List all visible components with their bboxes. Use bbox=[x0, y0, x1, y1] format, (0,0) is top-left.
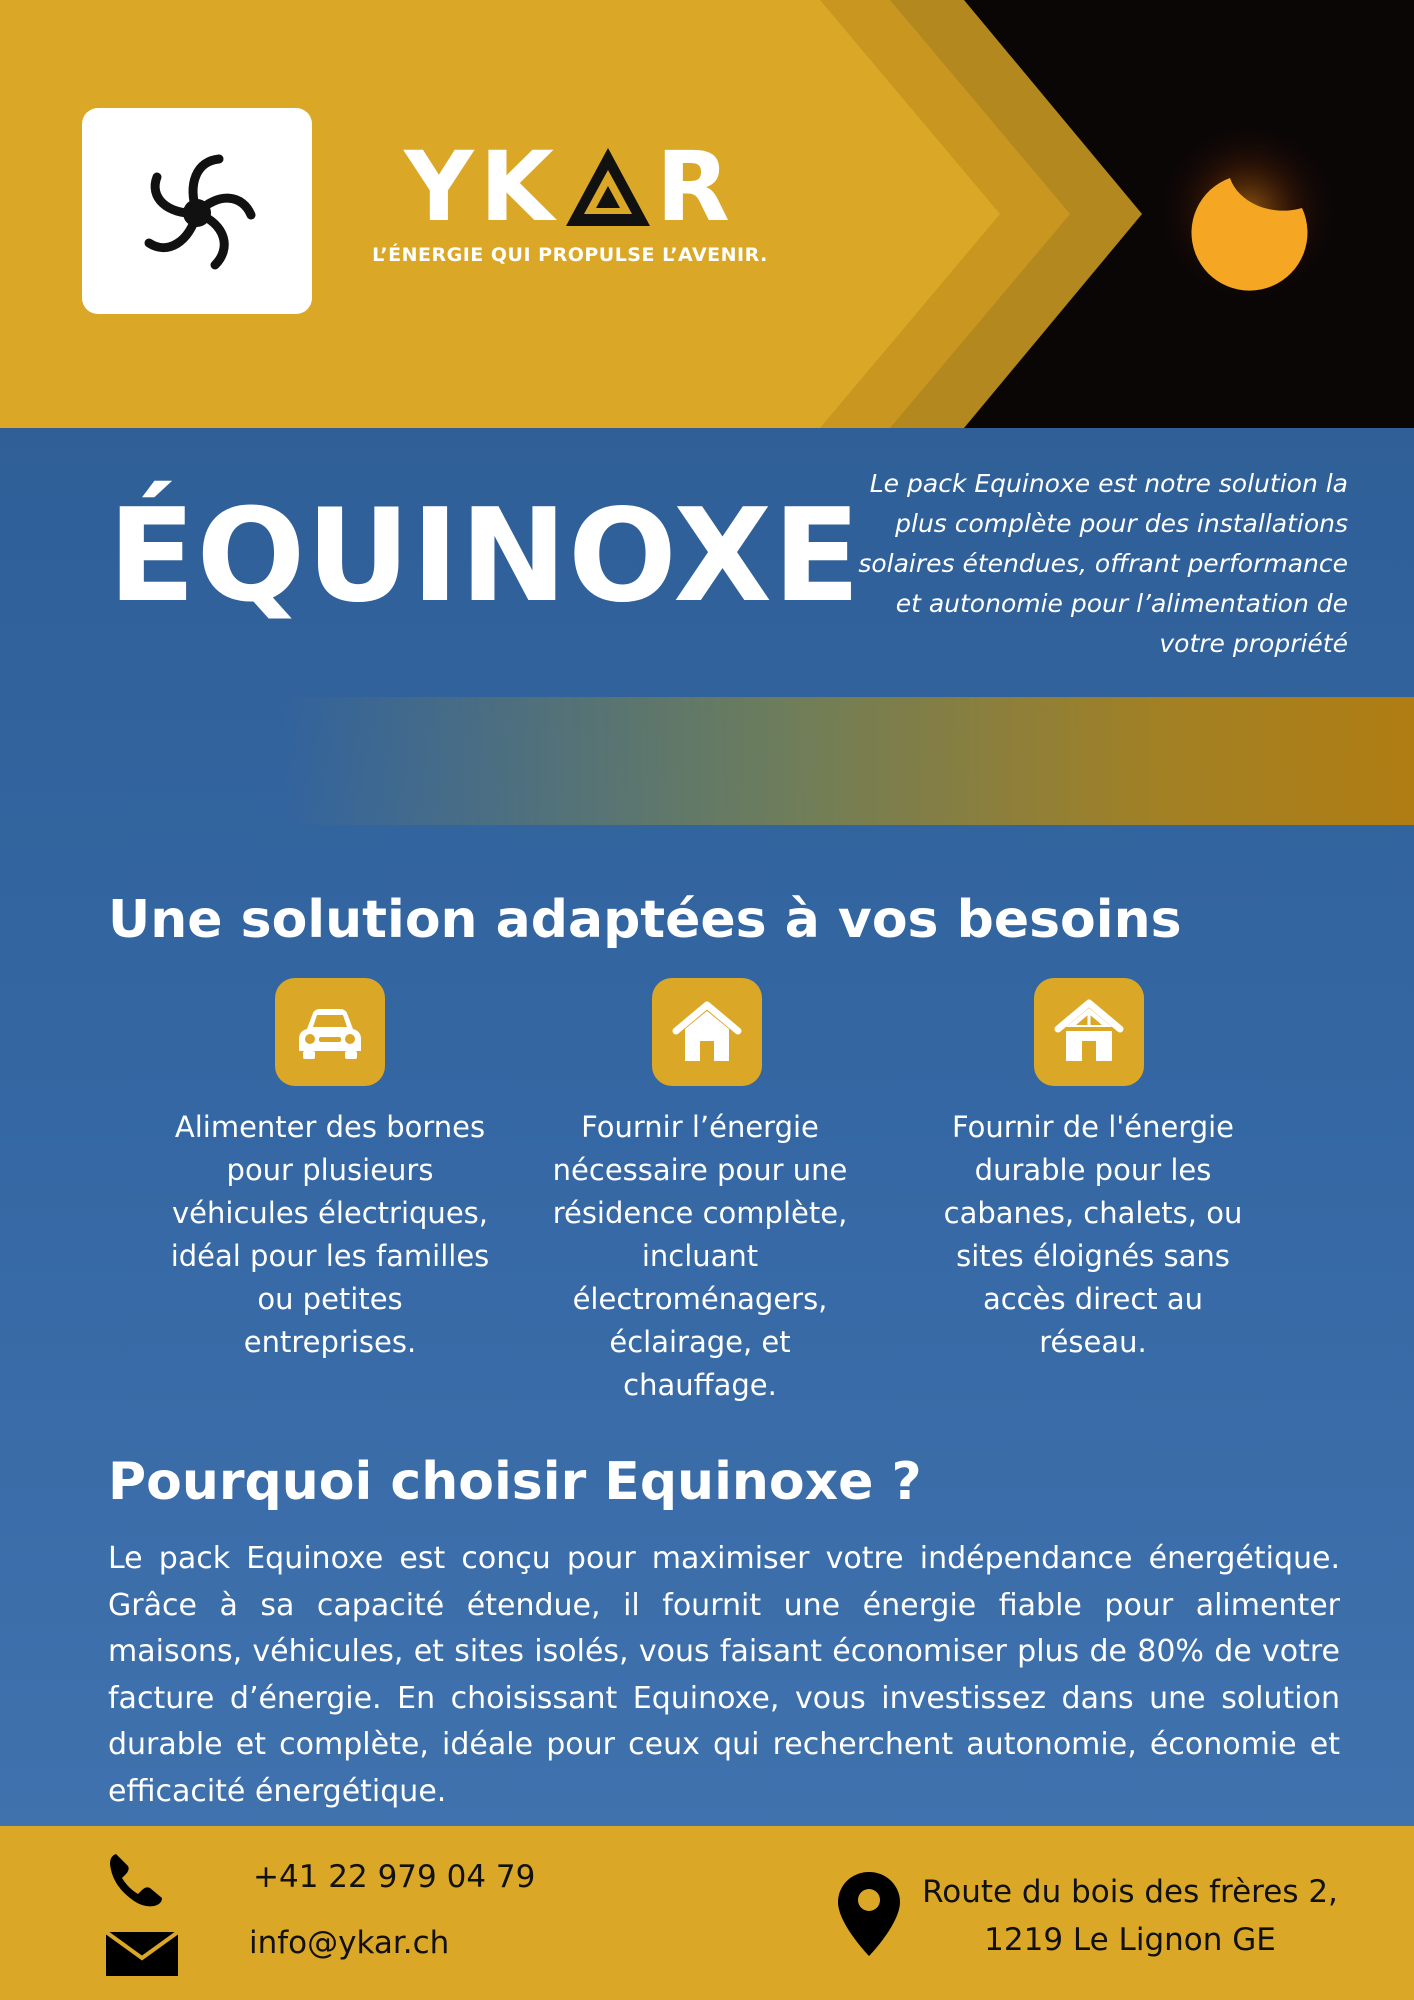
solutions-heading: Une solution adaptées à vos besoins bbox=[108, 890, 1182, 950]
intro-text: Le pack Equinoxe est notre solution la plus complète pour des installations solaires étendues, offrant performance et autonomie pour l’alimentation de votre propriété bbox=[858, 469, 1348, 658]
why-heading: Pourquoi choisir Equinoxe ? bbox=[108, 1452, 922, 1512]
why-body: Le pack Equinoxe est conçu pour maximiser votre indépendance énergétique. Grâce à sa capacité étendue, il fournit une énergie fiable pour alimenter maisons, véhicules, et sites isolés, vous faisant économiser plus de 80% de votre facture d’énergie. En choisissant Equinoxe, vous investissez dans une solution durable et complète, idéale pour ceux qui recherchent autonomie, économie et efficacité énergétique. bbox=[108, 1541, 1340, 1809]
feature-text-vehicles: Alimenter des bornes pour plusieurs véhicules électriques, idéal pour les familles ou petites entreprises. bbox=[170, 1110, 490, 1359]
email-address[interactable]: info@ykar.ch bbox=[249, 1925, 450, 1961]
email-icon bbox=[106, 1926, 178, 1976]
gradient-band bbox=[0, 697, 1414, 825]
feature-cabin-badge bbox=[1034, 978, 1144, 1086]
feature-text-cabins: Fournir de l'énergie durable pour les cabanes, chalets, ou sites éloignés sans accès direct au réseau. bbox=[943, 1110, 1243, 1359]
feature-house-badge bbox=[652, 978, 762, 1086]
brand-tagline: L’ÉNERGIE QUI PROPULSE L’AVENIR. bbox=[372, 244, 768, 266]
page-title: ÉQUINOXE bbox=[108, 482, 862, 631]
car-icon bbox=[295, 997, 365, 1067]
contact-footer bbox=[0, 1826, 1414, 2000]
turbine-logo-icon bbox=[127, 143, 267, 283]
house-icon bbox=[672, 997, 742, 1067]
address-line1: Route du bois des frères 2, bbox=[922, 1874, 1338, 1910]
address bbox=[910, 1868, 1350, 1964]
brand-name-part1: YK bbox=[404, 131, 560, 243]
brand-name bbox=[404, 132, 736, 242]
header-banner bbox=[0, 0, 1414, 428]
address-line2: 1219 Le Lignon GE bbox=[984, 1922, 1276, 1958]
location-pin-icon bbox=[836, 1870, 902, 1958]
feature-text-residence: Fournir l’énergie nécessaire pour une résidence complète, incluant électroménagers, éclairage, et chauffage. bbox=[552, 1110, 848, 1402]
triangle-a-logo-icon bbox=[564, 144, 652, 230]
phone-number[interactable]: +41 22 979 04 79 bbox=[253, 1859, 536, 1895]
logo-badge bbox=[82, 108, 312, 314]
brand-lockup bbox=[350, 132, 790, 266]
brand-name-part2: R bbox=[655, 131, 736, 243]
feature-car-badge bbox=[275, 978, 385, 1086]
cabin-icon bbox=[1054, 997, 1124, 1067]
phone-icon bbox=[106, 1850, 166, 1910]
